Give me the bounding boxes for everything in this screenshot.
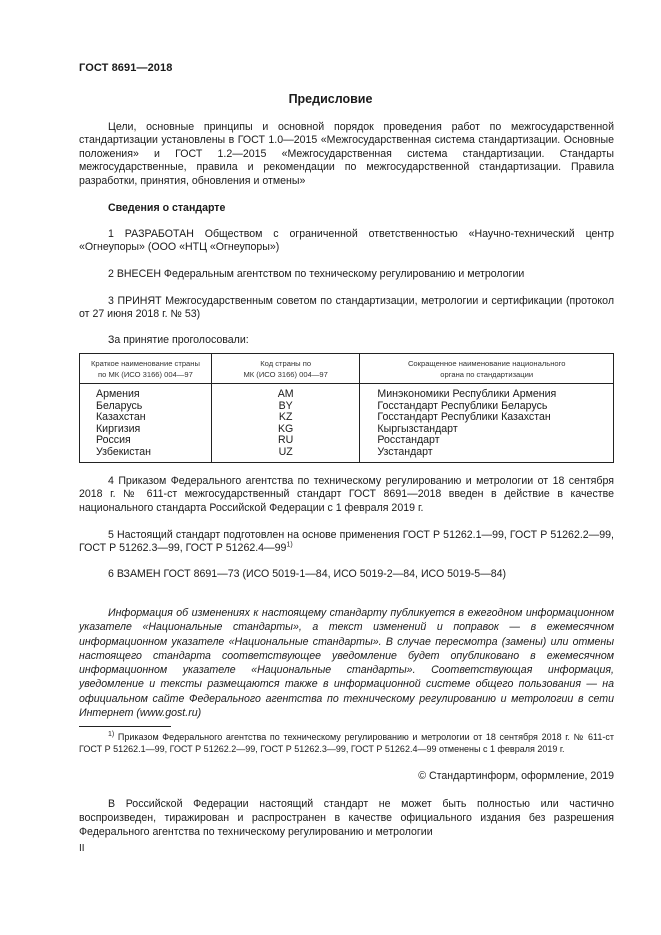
voting-table bbox=[79, 353, 614, 463]
reproduction-notice: В Российской Федерации настоящий стандарт не может быть полностью или частично воспроизведен, тиражирован и распространен в качестве официального издания без разрешения Федерального агентства по техническому регулированию и метрологии bbox=[79, 798, 614, 838]
page-number: II bbox=[79, 843, 85, 854]
table-row bbox=[80, 384, 614, 463]
votes-label: За принятие проголосовали: bbox=[108, 334, 249, 346]
item-2-submitted: 2 ВНЕСЕН Федеральным агентством по техническому регулированию и метрологии bbox=[108, 268, 525, 280]
item-6-replaces: 6 ВЗАМЕН ГОСТ 8691—73 (ИСО 5019-1—84, ИСО 5019-2—84, ИСО 5019-5—84) bbox=[108, 568, 507, 580]
footnote: $^{1)}$ Приказом Федерального агентства по техническому регулированию и метрологии от 18 сентября 2018 г. № 611-ст ГОСТ Р 51262.1—99, ГОСТ Р 51262.2—99, ГОСТ Р 51262.3—99, ГОСТ Р 51262.4—99 отменены с 1 февраля 2019 г. bbox=[79, 731, 614, 754]
intro-paragraph: Цели, основные принципы и основной порядок проведения работ по межгосударственной стандартизации установлены в ГОСТ 1.0—2015 «Межгосударственная система стандартизации. Основные положения» и ГОСТ 1.2—2015 «Межгосударственная система стандартизации. Стандарты межгосударственные, правила и рекомендации по межгосударственной стандартизации. Правила разработки, принятия, обновления и отмены» bbox=[79, 121, 614, 187]
table-header-country: Краткое наименование страны по МК (ИСО 3166) 004—97 bbox=[80, 354, 212, 384]
item-1-developed: 1 РАЗРАБОТАН Обществом с ограниченной ответственностью «Научно-технический центр «Огнеупоры» (ООО «НТЦ «Огнеупоры») bbox=[79, 228, 614, 254]
info-note: Информация об изменениях к настоящему стандарту публикуется в ежегодном информационном указателе «Национальные стандарты», а текст изменений и поправок — в ежемесячном информационном указателе «Национальные стандарты». В случае пересмотра (замены) или отмены настоящего стандарта соответствующее уведомление будет опубликовано в ежемесячном информационном указателе «Национальные стандарты». Соответствующая информация, уведомление и тексты размещаются также в информационной системе общего пользования — на официальном сайте Федерального агентства по техническому регулированию и метрологии в сети Интернет (www.gost.ru) bbox=[79, 607, 614, 720]
table-cell-organizations: Минэкономики Республики Армения Госстандарт Республики Беларусь Госстандарт Республики Казахстан Кыргызстандарт Росстандарт Узстандарт bbox=[360, 384, 614, 463]
table-header-code: Код страны по МК (ИСО 3166) 004—97 bbox=[211, 354, 360, 384]
item-3-adopted: 3 ПРИНЯТ Межгосударственным советом по стандартизации, метрологии и сертификации (протокол от 27 июня 2018 г. № 53) bbox=[79, 295, 614, 321]
copyright: © Стандартинформ, оформление, 2019 bbox=[418, 770, 614, 782]
footnote-marker: 1) bbox=[108, 731, 115, 738]
table-cell-countries: Армения Беларусь Казахстан Киргизия Россия Узбекистан bbox=[80, 384, 212, 463]
page-title: Предисловие bbox=[288, 92, 373, 106]
item-4-enacted: 4 Приказом Федерального агентства по техническому регулированию и метрологии от 18 сентября 2018 г. № 611-ст межгосударственный стандарт ГОСТ 8691—2018 введен в действие в качестве национального стандарта Российской Федерации с 1 февраля 2019 г. bbox=[79, 475, 614, 514]
document-code-header: ГОСТ 8691—2018 bbox=[79, 62, 173, 74]
table-cell-codes: AM BY KZ KG RU UZ bbox=[211, 384, 360, 463]
footnote-divider bbox=[79, 726, 171, 727]
table-header-organization: Сокращенное наименование национального органа по стандартизации bbox=[360, 354, 614, 384]
table-header-row bbox=[80, 354, 614, 384]
item-5-basis: 5 Настоящий стандарт подготовлен на основе применения ГОСТ Р 51262.1—99, ГОСТ Р 51262.2—99, ГОСТ Р 51262.3—99, ГОСТ Р 51262.4—99$^{1)}$ bbox=[79, 529, 614, 555]
section-heading: Сведения о стандарте bbox=[108, 202, 226, 214]
footnote-ref: 1) bbox=[286, 541, 293, 549]
